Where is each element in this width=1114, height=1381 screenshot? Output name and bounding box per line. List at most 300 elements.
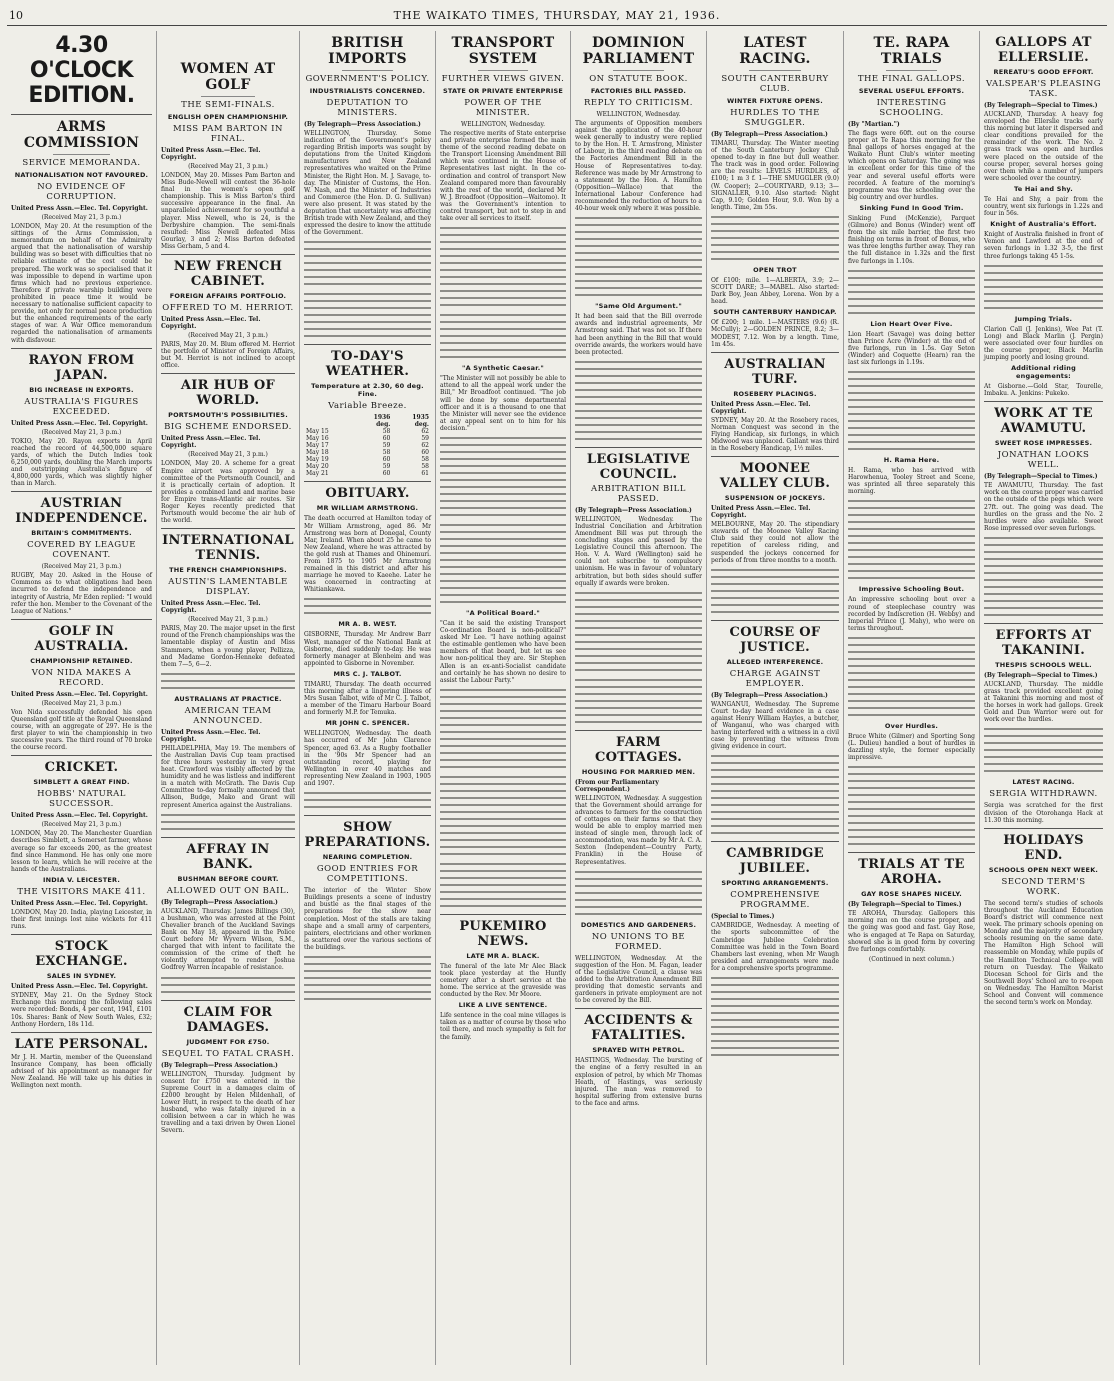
press-credit: (By "Martian.") [848,121,900,128]
article-body: "Can it be said the existing Transport Co-ordination Board is non-political?" asked Mr Lee. "I have nothing against the estimable gentlemen who have been members of that board, but let us see how non-political they are. Sir Stephen Allen is an ex-anti-Socialist candidate and certainly he has shown no desire to assist the Labour Party." [440,619,566,684]
article-body: LONDON, May 20. A scheme for a great Empire airport was approved by a committee of the Portsmouth Council, and it is practically certain of adoption. It provides a combined land and marine base for Empire trans-Atlantic air routes. Sir Roger Keyes recently predicted that Portsmouth would become the air hub of the world. [161,460,295,525]
article-body: Von Nida successfully defended his open Queensland golf title at the Royal Queensland course, with an aggregate of 297. He is the first player to win the championship in two successive years. The third round of 70 broke the course record. [11,708,152,752]
divider [161,837,295,838]
table-row [304,449,431,456]
headline-takanini: EFFORTS AT TAKANINI. [995,627,1092,658]
subhead: AUSTRALIANS AT PRACTICE. [174,694,282,703]
headline-holidays-end: HOLIDAYS END. [1003,832,1084,863]
subhead: BIG SCHEME ENDORSED. [164,422,292,433]
table-cell: 58 [421,456,429,464]
received-date: (Received May 21, 3 p.m.) [41,821,122,829]
table-cell: May 17 [306,442,329,450]
continued-note: (Continued in next column.) [868,955,955,963]
article-body: WELLINGTON, Wednesday. A suggestion that the Government should arrange for advances to farmers for the construction of cottages on their farms so that they would be able to employ married men instead of single men, through lack of accommodation, was made by Mr A. C. A. Sexton (Independent—Country Party, Franklin) in the House of Representatives. [575,794,702,866]
edition-banner: 4.30 O'CLOCK EDITION. [28,33,135,108]
subhead: SALES IN SYDNEY. [46,972,117,981]
article-body: SYDNEY, May 20. At the Rosebery races, Norman Conquest was second in the Flying Handicap, six furlongs, in which Midwood was unplaced. Gallant was third in the Rosebery Handicap, 1½ miles. [711,416,839,453]
press-credit: United Press Assn.—Elec. Tel. Copyright. [11,983,148,991]
page-number: 10 [9,9,23,22]
subhead: AUSTRALIA'S FIGURES EXCEEDED. [24,396,139,417]
article-body: Of £200; 1 mile. 1—MASTERS (9.6) (R. McCully); 2—GOLDEN PRINCE, 8.2; 3—MODEST, 7.12. Won by a length. Time, 1m 45s. [711,319,839,348]
subhead: SWEET ROSE IMPRESSES. [994,439,1093,448]
headline-stock-exchange: STOCK EXCHANGE. [35,939,128,970]
article-body: The funeral of the late Mr Alec Black took place yesterday at the Huntly cemetery after a short service at the home. The service at the graveside was conducted by the Rev. Mr Moore. [440,962,566,999]
column-2 [157,31,300,1365]
text-lines [440,687,566,771]
subhead: ALLEGED INTERFERENCE. [726,657,824,666]
press-credit: United Press Assn.—Elec. Tel. Copyright. [11,812,148,820]
subhead: SPORTING ARRANGEMENTS. [721,879,829,888]
headline-dominion-parliament: DOMINION PARLIAMENT [582,35,695,67]
received-date: (Received May 21, 3 p.m.) [41,214,122,221]
headline-french-cabinet: NEW FRENCH CABINET. [173,259,283,290]
press-credit: (By Telegraph—Press Association.) [711,691,828,699]
article-body: WELLINGTON, Thursday. Some indication of the Government's policy regarding British imports was sought by deputations from the United Kingdom manufacturers and New Zealand representatives who waited on the Prime Minister, the Right Hon. M. J. Savage, to-day. The Minister of Customs, the Hon. W. Nash, and the Minister of Industries and Commerce (the Hon. D. G. Sullivan) were also present. It was stated by the deputation that uncertainty was affecting British trade with New Zealand, and they expressed the desire to know the attitude of the Government. [304,130,431,237]
table-row [304,456,431,463]
article-body: CAMBRIDGE, Wednesday. A meeting of the sports subcommittee of the Cambridge Jubilee Celebration Committee was held in the Town Board Chambers last evening, when Mr Waugh presided and arrangements were made for a comprehensive sports programme. [711,922,839,972]
headline-austria: AUSTRIAN INDEPENDENCE. [15,496,148,527]
dateline: WELLINGTON, Wednesday. [460,121,545,128]
subhead: Variable Breeze. [328,401,407,412]
rule [478,70,528,71]
article-body: Sergia was scratched for the first division of the Otorohanga Hack at 11.30 this morning. [984,802,1103,824]
subhead: LIKE A LIVE SENTENCE. [458,1001,548,1010]
table-cell: 59 [421,435,429,443]
article-body: PARIS, May 20. M. Blum offered M. Herriot the portfolio of Minister of Foreign Affairs, but M. Herriot is not inclined to accept office. [161,341,295,370]
headline-te-rapa-trials: TE. RAPA TRIALS [873,35,950,67]
subhead: ENGLISH OPEN CHAMPIONSHIP. [167,113,289,121]
headline-latest-racing: LATEST RACING. [739,35,811,67]
divider [575,447,702,448]
subhead: NO UNIONS TO BE FORMED. [591,931,686,952]
divider [984,828,1103,829]
subhead: OPEN TROT [753,265,797,274]
subhead: LATEST RACING. [1012,778,1075,787]
article-body: WELLINGTON, Wednesday. At the suggestion of the Hon. M. Fagan, leader of the Legislative Council, a clause was added to the Arbitration Amendment Bill providing that domestic servants and gardeners in private employment are not to be covered by the Bill. [575,954,702,1005]
received-date: (Received May 21, 3 p.m.) [188,163,268,170]
subhead: MR JOHN C. SPENCER. [325,719,410,728]
article-body: AUCKLAND, Thursday. James Billings (30), a bushman, who was arrested at the Point Chevalier branch of the Auckland Savings Bank on May 18, appeared in the Police Court before Mr Wyvern Wilson, S.M., charged that with intent to facilitate the commission of the crime of theft he violently attempted to render Joshua Godfrey Warren incapable of resistance. [161,907,295,972]
press-credit: (By Telegraph—Special to Times.) [984,102,1098,109]
article-body: Life sentence in the coal mine villages is taken as a matter of course by those who toil there, and much sympathy is felt for the family. [440,1012,566,1041]
article-body: TE AWAMUTU, Thursday. The fast work on the course proper was carried on the outside of the pegs which were 27ft. out. The going was dead. The hurdles on the grass and the No. 2 hurdles were also available. Sweet Rose impressed over seven furlongs. [984,482,1103,532]
divider [848,852,975,853]
article-body: WANGANUI, Wednesday. The Supreme Court to-day heard evidence in a case against Henry William Hayles, a butcher, of Wanganui, who was charged with having interfered with a witness in a civil case by preventing the witness from giving evidence in court. [711,700,839,751]
divider [161,528,295,529]
divider [11,348,152,349]
table-row [304,463,431,470]
table-cell: 62 [421,428,429,436]
article-body: Knight of Australia finished in front of Vemon and Lawford at the end of seven furlongs in 1.32 3-5, the first three furlongs taking 45 1-5s. [984,231,1103,260]
divider [984,401,1103,402]
divider [711,352,839,353]
column-5 [571,31,707,1365]
subhead: REPLY TO CRITICISM. [584,98,693,108]
article-body: LONDON, May 20. At the resumption of the sittings of the Arms Commission, a memorandum on behalf of the Admiralty argued that the nationalisation of warship building was so beset with difficulties that no reliable estimate of the cost could be prepared. The work was so specialised that it was impossible to depend in wartime upon firms which had no previous experience. Therefore if private warship building were prohibited in peace time it would be necessary to nationalise sufficient capacity to provide, not only for normal peace production but the enhanced requirements of the early stages of war. A War Office memorandum regarded the nationalisation of armaments with disfavour. [11,223,152,344]
subhead: ALLOWED OUT ON BAIL. [166,885,290,896]
table-row [304,470,431,477]
table-row [304,435,431,442]
subhead: BUSHMAN BEFORE COURT. [177,874,279,883]
subhead: SIMBLETT A GREAT FIND. [33,778,130,787]
received-date: (Received May 21, 3 p.m.) [41,699,122,707]
article-body: RUGBY, May 20. Asked in the House of Commons as to what obligations had been incurred to defend the independence and integrity of Austria, Mr Eden replied: "I would refer the hon. Member to the Covenant of the League of Nations." [11,572,152,615]
text-lines [440,522,566,606]
article-body: Sinking Fund (McKenzie), Parquet (Gilmore) and Bonus (Winder) went off from the six mile barrier, the first two finishing on terms in front of Bonus, who was three lengths further away. They ran the full distance in 1.32s and the first five furlongs in 1.10s. [848,214,975,265]
headline-transport: TRANSPORT SYSTEM [451,35,555,67]
subhead: Jumping Trials. [1014,314,1073,323]
received-date: (Received May 21, 3 p.m.) [188,451,268,459]
press-credit: United Press Assn.—Elec. Tel. Copyright. [11,419,148,427]
press-credit: United Press Assn.—Elec. Tel. Copyright. [161,435,261,450]
subhead: MISS PAM BARTON IN FINAL. [173,124,283,144]
subhead: "A Synthetic Caesar." [462,364,544,373]
text-lines [575,590,702,674]
table-header: 1935 [412,414,429,422]
subhead: FACTORIES BILL PASSED. [590,87,687,95]
text-lines [440,312,566,361]
headline-golf-australia: GOLF IN AUSTRALIA. [34,623,129,654]
table-cell: 62 [421,442,429,450]
table-cell: 59 [382,442,391,450]
subhead: CHARGE AGAINST EMPLOYER. [729,668,821,689]
table-cell: 60 [382,470,391,478]
text-lines [440,774,566,858]
subhead: MRS C. J. TALBOT. [333,669,402,678]
headline-legislative-council: LEGISLATIVE COUNCIL. [586,451,691,482]
subhead: Te Hai and Shy. [1014,184,1073,193]
headline-ellerslie: GALLOPS AT ELLERSLIE. [995,35,1092,65]
text-lines [848,764,975,848]
headline-farm-cottages: FARM COTTAGES. [594,734,683,765]
article-body: The respective merits of State enterprise and private enterprise formed the main theme of the second reading debate on the Transport Licensing Amendment Bill which was continued in the House of Representatives last night. In the co-ordination and control of transport New Zealand compared more than favourably with the rest of the world, declared Mr W. J. Broadfoot (Opposition—Waitomo). It was the Government's intention to control transport, but not to step in and take over all services to itself. [440,130,566,223]
subhead: GAY ROSE SHAPES NICELY. [861,890,962,899]
table-cell: May 21 [306,470,329,478]
table-cell: May 20 [306,463,329,471]
table-cell: May 16 [306,435,329,443]
table-cell: May 18 [306,449,329,457]
subhead: COMPREHENSIVE PROGRAMME. [730,890,820,911]
headline-te-aroha: TRIALS AT TE AROHA. [858,857,965,888]
press-credit: (By Telegraph—Special to Times.) [848,901,962,909]
table-row [304,428,431,435]
article-body: The second term's studies of schools throughout the Auckland Education Board's district will commence next week. The primary schools opening on Monday and the majority of secondary schools resuming on the same date. The Hamilton High School will reassemble on Monday, while pupils of the Hamilton Technical College will return on Tuesday. The Waikato Diocesan School for Girls and the Southwell Boys' School are to re-open on Wednesday. The Hamilton Marist School and Convent will commence the second term's work on Monday. [984,899,1103,1007]
headline-cricket: CRICKET. [44,760,119,776]
article-body: TE AROHA, Thursday. Gallopers this morning ran on the course proper, and the going was good and fast. Gay Rose, who is engaged at Te Rapa on Saturday, showed she is in good form by covering five furlongs comfortably. [848,910,975,953]
article-body: Of £100; mile. 1—ALBERTA, 3.9; 2—SCOTT DARE; 3—MABEL. Also started: Dark Boy, Jean Abbey, Lorena. Won by a head. [711,276,839,306]
press-credit: (By Telegraph—Special to Times.) [984,473,1098,481]
text-lines [304,790,431,811]
subhead: INDUSTRIALISTS CONCERNED. [309,87,426,95]
divider [575,1008,702,1009]
subhead: GOOD ENTRIES FOR COMPETITIONS. [316,864,419,885]
headline-women-golf: WOMEN AT GOLF [180,61,276,93]
subhead: THE FRENCH CHAMPIONSHIPS. [169,566,287,575]
table-cell: 59 [382,463,391,471]
table-cell: May 15 [306,428,329,436]
subhead: H. Rama Here. [883,456,940,465]
divider [304,344,431,345]
table-cell: May 19 [306,456,329,464]
column-1 [7,31,157,1365]
article-body: The death occurred at Hamilton today of Mr William Armstrong, aged 86. Mr Armstrong was born at Donegal, County Mar, Ireland. When about 25 he came to New Zealand, where he was attracted by the gold rush at Thames and Ohinemuri. From 1875 to 1905 Mr Armstrong remained in this district and after his marriage he moved to Kaeehe. Later he was concerned in contracting at Whitiankawa. [304,515,431,594]
headline-cambridge-jubilee: CAMBRIDGE JUBILEE. [726,846,824,877]
headline-late-personal: LATE PERSONAL. [14,1036,149,1052]
text-lines [711,214,839,263]
subhead: LATE MR A. BLACK. [466,951,540,960]
press-credit: (By Telegraph—Press Association.) [161,1061,278,1069]
article-body: TIMARU, Thursday. The death occurred this morning after a lingering illness of Mrs Susan Talbot, wife of Mr C. J. Talbot, a member of the Timaru Harbour Board and formerly M.P. for Temuka. [304,680,431,717]
dateline: WELLINGTON, Wednesday. [596,111,681,118]
subhead: SEQUEL TO FATAL CRASH. [161,1048,295,1059]
article-body: LONDON, May 20. Misses Pam Barton and Miss Bude-Newell will contest the 36-hole final in the women's open golf championship. This is Miss Barton's third successive appearance in the final. An unparalleled achievement for so youthful a player. Miss Newell, who is 24, is the Derbyshire champion. The semi-finals resulted: Miss Newell defeated Miss Gourlay, 3 and 2; Miss Barton defeated Miss Gerham, 5 and 4. [161,172,295,250]
subhead: VON NIDA MAKES A RECORD. [31,667,132,688]
subhead: OFFERED TO M. HERRIOT. [162,303,294,314]
text-lines [440,861,566,910]
article-body: PHILADELPHIA, May 19. The members of the Australian Davis Cup team practised for three hours yesterday in very great heat. Crawford was visibly affected by the humidity and he was listless and indifferent in a match with McGrath. The Davis Cup Committee to-day formally announced that Allison, Budge, Mako and Grant will represent America against the Australians. [161,744,295,809]
subhead: THE VISITORS MAKE 411. [17,886,146,897]
divider [711,620,839,621]
text-lines [984,535,1103,619]
column-7 [844,31,980,1365]
text-lines [304,954,431,1003]
subhead: THESPIS SCHOOLS WELL. [995,660,1092,669]
headline-weather: TO-DAY'S WEATHER. [325,349,410,380]
subhead: ARBITRATION BILL PASSED. [591,483,686,504]
press-credit: United Press Assn.—Elec. Tel. Copyright. [161,728,261,743]
article-body: WELLINGTON, Wednesday. The Industrial Conciliation and Arbitration Amendment Bill was put through the concluding stages and passed by the Legislative Council this afternoon. The Hon. V. A. Ward (Wellington) said he could not subscribe to compulsory unionism. He was in favour of voluntary arbitration, but both sides should suffer equally if awards were broken. [575,515,702,587]
article-body: The arguments of Opposition members against the application of the 40-hour week generally to industry were replied to by the Hon. H. T. Armstrong, Minister of Labour, in the third reading debate on the Factories Amendment Bill in the House of Representatives to-day. Reference was made by Mr Armstrong to a statement by the Hon. A. Hamilton (Opposition—Wallace) that the International Labour Conference had recommended the reduction of hours to a 40-hour week only where it was possible. [575,120,702,213]
table-subheader: deg. [376,421,391,429]
received-date: (Received May 21, 3 p.m.) [41,428,122,436]
subhead: BIG INCREASE IN EXPORTS. [29,385,134,394]
divider [304,481,431,482]
subhead: Additional riding engagements: [1011,364,1076,381]
text-lines [304,239,431,288]
subhead: ROSEBERY PLACINGS. [733,389,817,398]
article-body: Clarion Call (J. Jenkins), Wee Pat (T. Long) and Black Marlin (J. Pergin) were associated over four hurdles on the course proper, Black Marlin jumping poorly and losing ground. [984,325,1103,361]
text-lines [304,291,431,340]
article-body: AUCKLAND, Thursday. A heavy fog enveloped the Ellerslie tracks early this morning but later it dispersed and clear conditions prevailed for the remainder of the work. The No. 2 grass track was open and hurdles were placed on the outside of the course proper, several horses going over them while a number of jumpers were schooled over the country. [984,111,1103,182]
subhead: SOUTH CANTERBURY CLUB. [721,74,829,94]
subhead: INDIA V. LEICESTER. [42,875,121,884]
subhead: PORTSMOUTH'S POSSIBILITIES. [168,411,288,420]
article-body: WELLINGTON, Thursday. Judgment by consent for £750 was entered in the Supreme Court in a damages claim of £2000 brought by Helen Mildenhall, of Lower Hutt, in respect to the death of her husband, who was fatally injured in a collision between a car in which he was travelling and a taxi driven by Owen Lionel Severn. [161,1070,295,1135]
divider [11,114,152,115]
subhead: SPRAYED WITH PETROL. [592,1046,685,1055]
headline-australian-turf: AUSTRALIAN TURF. [724,356,826,387]
column-3 [300,31,436,1365]
text-lines [848,498,975,582]
article-body: The flags were 60ft. out on the course proper at Te Rapa this morning for the final gallops of horses engaged at the Waikato Hunt Club's winter meeting which opens on Saturday. The going was in excellent order for this time of the year and several useful efforts were recorded. A feature of the morning's programme was the schooling over the big country and over hurdles. [848,130,975,201]
rule [886,70,937,71]
article-body: SYDNEY, May 21. On the Sydney Stock Exchange this morning the following sales were recorded: Bonds, 4 per cent, 1941, £101 10s. Shares: Bank of New South Wales, £32; Anthony Hordern, 18s 11d. [11,992,152,1028]
subhead: POWER OF THE MINISTER. [464,98,542,118]
table-subheader: deg. [414,421,429,429]
headline-arms-commission: ARMS COMMISSION [23,119,140,151]
text-lines [711,567,839,616]
press-credit: United Press Assn.—Elec. Tel. Copyright. [161,147,261,161]
press-credit: (From our Parliamentary Correspondent.) [575,778,659,793]
subhead: DOMESTICS AND GARDENERS. [580,920,697,929]
subhead: Sinking Fund In Good Trim. [859,203,964,212]
subhead: NEARING COMPLETION. [322,853,413,862]
divider [711,456,839,457]
headline-claim: CLAIM FOR DAMAGES. [183,1004,273,1035]
table-cell: 60 [382,456,391,464]
rule [613,70,664,71]
press-credit: United Press Assn.—Elec. Tel. Copyright. [161,600,261,615]
divider [161,254,295,255]
table-cell: 60 [382,435,391,443]
table-header [304,414,354,421]
subhead: "A Political Board." [466,608,540,617]
article-body: PARIS, May 20. The major upset in the first round of the French championships was the lamentable display of Austin and Miss Stammers, when a young player, Pellizza, and Madame Gordon-Henneke defeated them 7—5, 6—2. [161,625,295,668]
subhead: DEPUTATION TO MINISTERS. [326,98,409,118]
subhead: Temperature at 2.30, 60 deg. Fine. [311,382,424,399]
table-header: 1936 [373,414,391,422]
subhead: JONATHAN LOOKS WELL. [997,450,1090,471]
rule [201,96,255,97]
press-credit: United Press Assn.—Elec. Tel. Copyright. [11,899,148,907]
newspaper-page [7,7,1107,1367]
article-body: At Gisborne.—Gold Star, Tourelle, Imbaku. A. Jenkins: Pukeko. [984,383,1103,398]
subhead: INTERESTING SCHOOLING. [876,98,947,118]
divider [11,1032,152,1033]
subhead: FOREIGN AFFAIRS PORTFOLIO. [169,292,287,301]
press-credit: (By Telegraph—Press Association.) [711,131,828,138]
article-body: MELBOURNE, May 20. The stipendiary stewards of the Moonee Valley Racing Club said they could not allow the repetition of careless riding, and suspended the jockeys concerned for periods of from three months to a month. [711,521,839,564]
subhead: AMERICAN TEAM ANNOUNCED. [184,705,272,726]
headline-british-imports: BRITISH IMPORTS [328,35,407,67]
text-lines [161,975,295,996]
subhead: SOUTH CANTERBURY HANDICAP. [713,308,837,317]
press-credit: (By Telegraph—Press Association.) [575,506,692,514]
divider [161,1000,295,1001]
subhead: SCHOOLS OPEN NEXT WEEK. [988,865,1099,874]
subhead: VALSPEAR'S PLEASING TASK. [985,79,1102,99]
article-body: Te Hai and Shy, a pair from the country, went six furlongs in 1.22s and four in 56s. [984,195,1103,218]
rule [53,154,109,155]
subhead: SERGIA WITHDRAWN. [989,789,1098,800]
weather-table [304,414,431,477]
headline-tennis: INTERNATIONAL TENNIS. [162,533,294,564]
press-credit: United Press Assn.—Elec. Tel. Copyright. [711,505,811,520]
headline-obituary: OBITUARY. [325,486,410,502]
headline-affray: AFFRAY IN BANK. [186,841,270,872]
article-body: "The Minister will not possibly be able to attend to all the appeal work under the Bill," Mr Broadfoot continued. "The job will be done by some departmental officer and it is a thousand to one that the Minister will never see the evidence at any appeal sent on to him for his decision." [440,375,566,432]
headline-course-of-justice: COURSE OF JUSTICE. [729,624,821,655]
subhead: SEVERAL USEFUL EFFORTS. [858,87,965,95]
press-credit: (By Telegraph—Special to Times.) [984,671,1098,679]
subhead: REREATU'S GOOD EFFORT. [993,68,1094,76]
divider [11,619,152,620]
rule [342,70,393,71]
divider [711,841,839,842]
divider [11,934,152,935]
table-subheader [304,421,354,428]
rule [749,70,800,71]
subhead: Lion Heart Over Five. [870,319,953,328]
received-date: (Received May 21, 3 p.m.) [41,563,122,571]
column-8 [980,31,1107,1365]
article-body: LONDON, May 20. The Manchester Guardian describes Simblett, a Somerset farmer, whose average so far exceeds 200, as the greatest find since Hammond. He has only one more lesson to learn, which he will receive at the hands of the Australians. [11,830,152,873]
subhead: MR A. B. WEST. [338,620,397,629]
subhead: MR WILLIAM ARMSTRONG. [316,504,419,513]
headline-show: SHOW PREPARATIONS. [304,820,431,851]
divider [984,623,1103,624]
article-body: GISBORNE, Thursday. Mr Andrew Barr West, manager of the National Bank at Gisborne, died suddenly to-day. He was formerly manager at Blenheim and was appointed to Gisborne in November. [304,631,431,667]
press-credit: (By Telegraph—Press Association.) [161,898,278,906]
text-lines [161,671,295,692]
article-body: The interior of the Winter Show Buildings presents a scene of industry and bustle as the final stages of the preparations for the show near completion. Most of the stalls are taking shape and a small army of carpenters, painters, electricians and other workmen is scattered over the various sections of the buildings. [304,887,431,951]
text-lines [711,753,839,837]
press-credit: (By Telegraph—Press Association.) [304,121,421,128]
press-credit: United Press Assn.—Elec. Tel. Copyright. [11,205,148,212]
subhead: SECOND TERM'S WORK. [1001,876,1086,897]
subhead: HOBBS' NATURAL SUCCESSOR. [37,789,126,810]
received-date: (Received May 21, 3 p.m.) [188,616,268,624]
received-date: (Received May 21, 3 p.m.) [188,332,268,340]
subhead: HURDLES TO THE SMUGGLER. [730,108,820,128]
subhead: SUSPENSION OF JOCKEYS. [724,494,826,503]
headline-air-hub: AIR HUB OF WORLD. [180,378,276,409]
table-cell: 58 [382,428,391,436]
article-body: TOKIO, May 20. Rayon exports in April reached the record of 44,500,000 square yards, of which the Dutch Indies took 6,250,000 yards, doubling the March imports and outstripping Australia's figure of 4,800,000 yards, which was slightly higher than in March. [11,437,152,488]
subhead: Over Hurdles. [884,721,939,730]
subhead: FURTHER VIEWS GIVEN. [441,74,565,84]
subhead: COVERED BY LEAGUE COVENANT. [27,540,136,561]
article-body: It had been said that the Bill overrode awards and industrial agreements, Mr Armstrong said. That was not so. If there had been anything in the Bill that would override awards, the workers would have been protected. [575,313,702,356]
article-body: AUCKLAND, Thursday. The middle grass track provided excellent going at Takanini this morning and most of the horses in work had gallops. Greek Gold and Dun Warrior were out for work over the hurdles. [984,680,1103,724]
table-cell: 61 [421,470,429,478]
subhead: JUDGMENT FOR £750. [186,1037,270,1046]
article-body: WELLINGTON, Wednesday. The death has occurred of Mr John Clarence Spencer, aged 63. As a Rugby footballer in the '90s Mr Spencer had an outstanding record, playing for Wellington in over 40 matches and representing New Zealand in 1903, 1905 and 1907. [304,730,431,788]
press-credit: (Special to Times.) [711,913,775,921]
press-credit: United Press Assn.—Elec. Tel. Copyright. [161,316,261,331]
subhead: THE FINAL GALLOPS. [857,74,966,84]
subhead: NATIONALISATION NOT FAVOURED. [14,171,149,179]
text-lines [575,677,702,726]
text-lines [711,975,839,1059]
text-lines [575,215,702,299]
headline-accidents: ACCIDENTS & FATALITIES. [584,1013,693,1044]
headline-rayon: RAYON FROM JAPAN. [28,352,135,383]
article-body: H. Rama, who has arrived with Harowhenua, Tooley Street and Scene, was sprinted all three separately this morning. [848,467,975,496]
subhead: STATE OR PRIVATE ENTERPRISE [443,87,563,95]
subhead: HOUSING FOR MARRIED MEN. [581,767,696,776]
divider [161,373,295,374]
text-lines [848,268,975,317]
subhead: GOVERNMENT'S POLICY. [305,74,430,84]
divider [304,815,431,816]
headline-te-awamutu: WORK AT TE AWAMUTU. [994,406,1093,437]
table-cell: 58 [382,449,391,457]
headline-moonee-valley: MOONEE VALLEY CLUB. [719,461,831,492]
divider [11,491,152,492]
text-lines [848,369,975,453]
text-lines [161,812,295,833]
text-lines [848,635,975,719]
text-lines [304,596,431,617]
text-lines [440,435,566,519]
press-credit: United Press Assn.—Elec. Tel. Copyright. [711,400,811,415]
masthead-title: THE WAIKATO TIMES, THURSDAY, MAY 21, 1936. [393,9,721,22]
divider [575,730,702,731]
column-6 [707,31,844,1365]
article-body: Mr J. H. Martin, member of the Queensland Insurance Company, has been officially advised of his appointment as manager for New Zealand. He will take up his duties in Wellington next month. [11,1053,152,1090]
press-credit: United Press Assn.—Elec. Tel. Copyright. [11,690,148,698]
